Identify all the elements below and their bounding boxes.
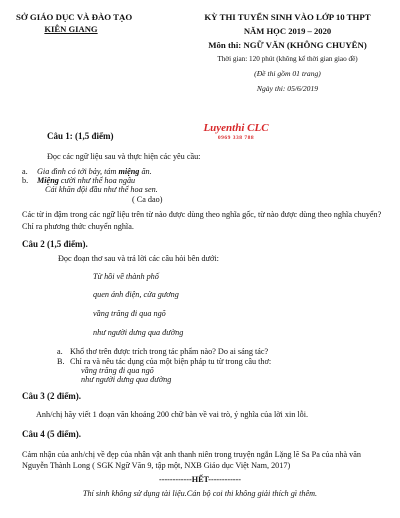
q1-item-b-marker: b. [22,176,29,185]
q2-prompt: Đọc đoạn thơ sau và trả lời các câu hỏi bên dưới: [58,254,219,263]
q2-poem-line: vầng trăng đi qua ngõ [93,309,166,318]
q2-item-b: Chỉ ra và nêu tác dụng của một biện pháp tu từ trong câu thơ: [70,357,272,366]
q2-item-a: Khổ thơ trên được trích trong tác phẩm nào? Do ai sáng tác? [70,347,269,356]
q4-text: Cảm nhận của anh/chị về đẹp của nhân vật anh thanh niên trong truyện ngắn Lặng lẽ Sa Pa của nhà văn Nguyễn Thành Long ( SGK Ngữ Văn 9, tập một, NXB Giáo dục Việt Nam, 2017) [22,450,361,470]
exam-title: KỲ THI TUYỂN SINH VÀO LỚP 10 THPT [204,12,371,22]
page-count: (Đề thi gồm 01 trang) [254,69,321,78]
q1-item-a-marker: a. [22,167,28,176]
q1-a-bold: miệng [118,167,140,176]
q1-b-bold: Miệng [37,176,59,185]
q2-quote-line: như người dưng qua đường [81,375,172,384]
q3-title: Câu 3 (2 điểm). [22,391,81,401]
q2-poem-line: Từ hồi về thành phố [93,272,159,281]
brand-watermark: Luyenthi CLC [203,122,269,134]
q2-title: Câu 2 (1,5 điểm). [22,239,88,249]
q1-b-text: cười như thể hoa ngâu [58,176,136,185]
q2-poem-line: quen ánh điện, cửa gương [93,290,179,299]
exam-date: Ngày thi: 05/6/2019 [256,84,319,93]
q1-task: Các từ in đậm trong các ngữ liệu trên từ nào được dùng theo nghĩa gốc, từ nào được dùng theo nghĩa chuyển? Chỉ ra phương thức chuyển nghĩa. [22,210,382,231]
q2-item-b-marker: B. [57,357,65,366]
q2-quote-line: vầng trăng đi qua ngõ [81,366,154,375]
footer-note: Thí sinh không sử dụng tài liệu.Cán bộ coi thi không giải thích gì thêm. [82,489,318,498]
q1-item-b-line2: Cái khăn đội đầu như thể hoa sen. [45,185,158,194]
q1-item-b [37,176,135,185]
end-mark: ------------HẾT------------ [159,475,241,484]
school-year: NĂM HỌC 2019 – 2020 [243,26,332,36]
exam-subject: Môn thi: NGỮ VĂN (KHÔNG CHUYÊN) [208,40,367,50]
q1-item-a [37,167,152,176]
q3-text: Anh/chị hãy viết 1 đoạn văn khoảng 200 chữ bàn về vai trò, ý nghĩa của lời xin lỗi. [36,410,309,419]
brand-phone: 0969 338 788 [217,135,255,141]
q1-a-end: ăn. [139,167,152,176]
q1-source: ( Ca dao) [132,195,163,204]
exam-time: Thời gian: 120 phút (không kể thời gian giao đề) [217,55,358,63]
q2-poem-line: như người dưng qua đường [93,328,184,337]
q1-title: Câu 1: (1,5 điểm) [47,131,114,141]
q2-item-a-marker: a. [57,347,63,356]
province-name: KIÊN GIANG [44,24,98,34]
q4-title: Câu 4 (5 điểm). [22,429,81,439]
department-name: SỞ GIÁO DỤC VÀ ĐÀO TẠO [16,12,133,22]
q1-a-text: Gia đình có tới bảy, tám [37,167,119,176]
q1-prompt: Đọc các ngữ liệu sau và thực hiện các yêu cầu: [47,152,201,161]
